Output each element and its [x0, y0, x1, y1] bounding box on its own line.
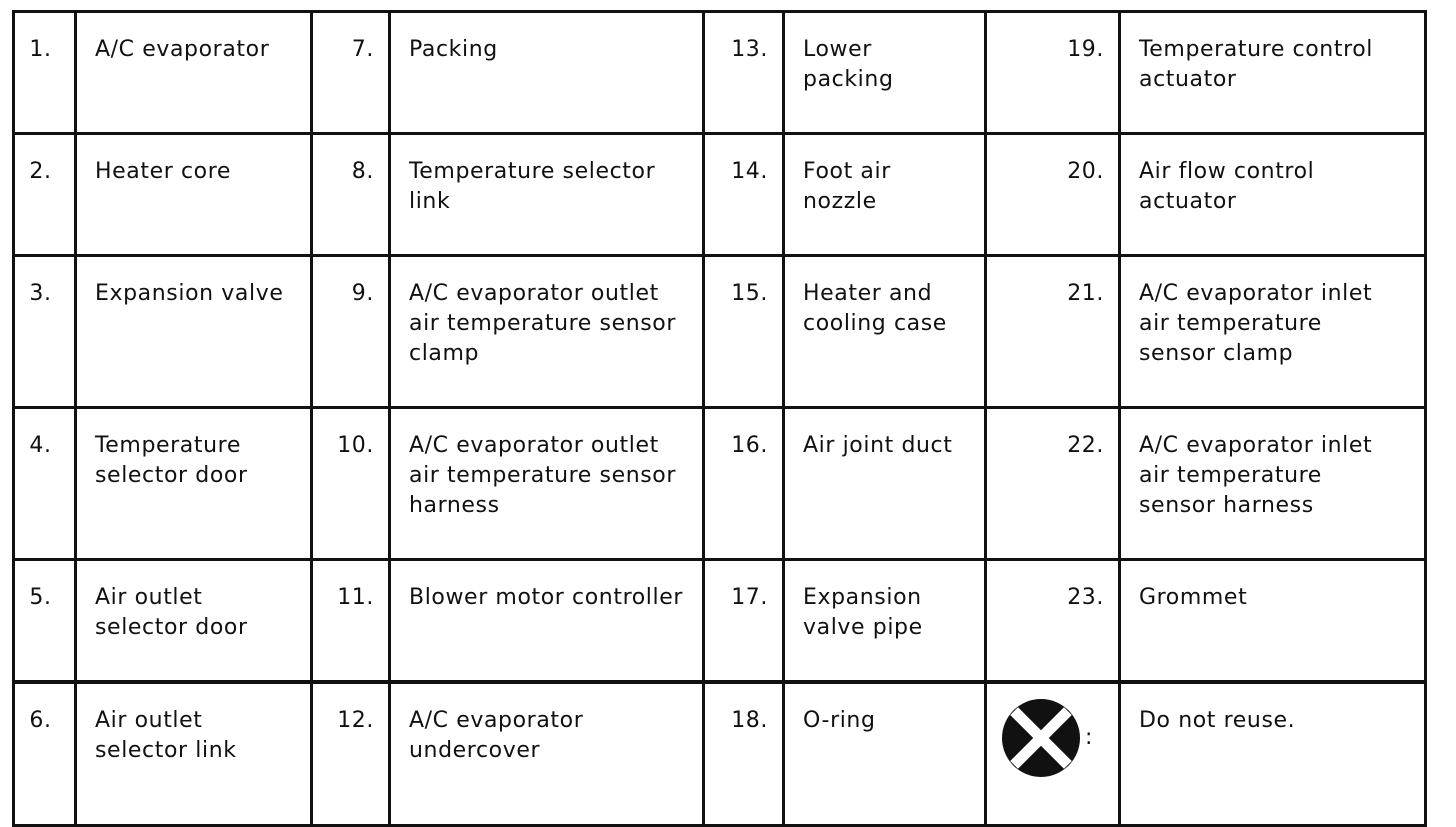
- do-not-reuse-symbol-cell: [986, 682, 1120, 826]
- item-number: 16.: [704, 408, 784, 560]
- item-number: 20.: [986, 134, 1120, 256]
- item-number: 19.: [986, 12, 1120, 134]
- item-number: 6.: [14, 682, 76, 826]
- item-number: 18.: [704, 682, 784, 826]
- item-label: Temperature control actuator: [1120, 12, 1426, 134]
- item-label: Air outlet selector link: [76, 682, 312, 826]
- item-number: 17.: [704, 560, 784, 683]
- item-number: 23.: [986, 560, 1120, 683]
- item-number: 11.: [312, 560, 390, 683]
- item-number: 8.: [312, 134, 390, 256]
- item-number: 1.: [14, 12, 76, 134]
- item-number: 5.: [14, 560, 76, 683]
- item-number: 15.: [704, 256, 784, 408]
- legend-row: [14, 12, 1426, 134]
- legend-row: [14, 134, 1426, 256]
- item-number: 4.: [14, 408, 76, 560]
- legend-row: [14, 560, 1426, 683]
- item-label: Blower motor controller: [390, 560, 704, 683]
- item-label: Temperature selector link: [390, 134, 704, 256]
- item-number: 10.: [312, 408, 390, 560]
- item-label: Temperature selector door: [76, 408, 312, 560]
- symbol-meaning-label: Do not reuse.: [1120, 682, 1426, 826]
- item-label: Air outlet selector door: [76, 560, 312, 683]
- item-label: A/C evaporator: [76, 12, 312, 134]
- item-number: 7.: [312, 12, 390, 134]
- item-label: Expansion valve pipe: [784, 560, 986, 683]
- item-label: A/C evaporator inlet air temperature sensor clamp: [1120, 256, 1426, 408]
- item-label: Foot air nozzle: [784, 134, 986, 256]
- item-number: 13.: [704, 12, 784, 134]
- item-number: 2.: [14, 134, 76, 256]
- item-number: 12.: [312, 682, 390, 826]
- item-number: 14.: [704, 134, 784, 256]
- do-not-reuse-x-circle-icon: [1001, 698, 1081, 778]
- item-number: 9.: [312, 256, 390, 408]
- item-label: Heater core: [76, 134, 312, 256]
- item-label: A/C evaporator undercover: [390, 682, 704, 826]
- item-label: Grommet: [1120, 560, 1426, 683]
- legend-row: [14, 256, 1426, 408]
- item-label: A/C evaporator inlet air temperature sensor harness: [1120, 408, 1426, 560]
- legend-row: [14, 408, 1426, 560]
- item-label: Heater and cooling case: [784, 256, 986, 408]
- item-label: A/C evaporator outlet air temperature sensor clamp: [390, 256, 704, 408]
- item-label: Air flow control actuator: [1120, 134, 1426, 256]
- item-number: 21.: [986, 256, 1120, 408]
- parts-legend-table: [12, 10, 1427, 827]
- item-label: O-ring: [784, 682, 986, 826]
- item-label: Expansion valve: [76, 256, 312, 408]
- legend-row: [14, 682, 1426, 826]
- item-number: 3.: [14, 256, 76, 408]
- item-label: Lower packing: [784, 12, 986, 134]
- item-number: 22.: [986, 408, 1120, 560]
- item-label: A/C evaporator outlet air temperature sensor harness: [390, 408, 704, 560]
- item-label: Air joint duct: [784, 408, 986, 560]
- symbol-colon: :: [1085, 725, 1094, 750]
- item-label: Packing: [390, 12, 704, 134]
